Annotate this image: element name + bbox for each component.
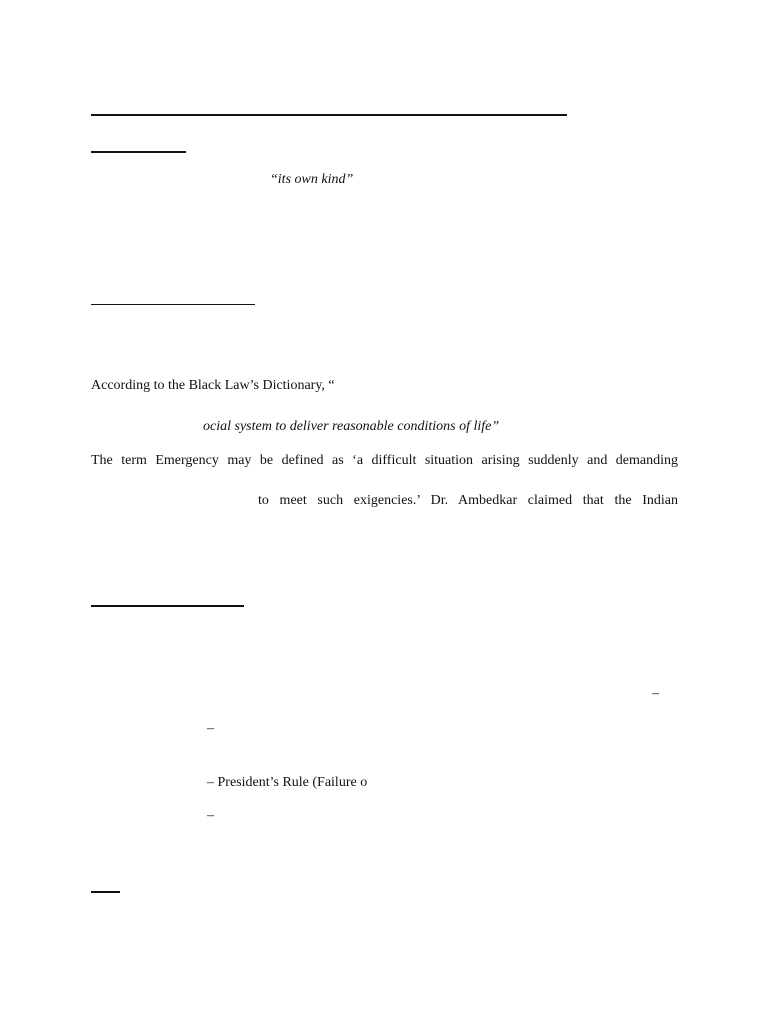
subheading-underline-1 — [91, 151, 186, 153]
dictionary-quote: ocial system to deliver reasonable conditions of life” — [203, 419, 500, 434]
list-dash-2: – — [207, 721, 214, 736]
subheading-underline-4 — [91, 891, 120, 893]
subheading-underline-3 — [91, 605, 244, 607]
quote-its-own-kind: “its own kind” — [270, 172, 354, 187]
dictionary-intro: According to the Black Law’s Dictionary, “ — [91, 378, 335, 393]
heading-underline — [91, 114, 567, 116]
list-dash-1: – — [652, 686, 659, 701]
emergency-definition-line-2: to meet such exigencies.’ Dr. Ambedkar claimed that the Indian — [258, 493, 678, 508]
emergency-definition-line-1: The term Emergency may be defined as ‘a difficult situation arising suddenly and demanding — [91, 453, 678, 468]
list-dash-3: – — [207, 808, 214, 823]
presidents-rule-item: – President’s Rule (Failure o — [207, 775, 368, 790]
subheading-underline-2 — [91, 304, 255, 305]
